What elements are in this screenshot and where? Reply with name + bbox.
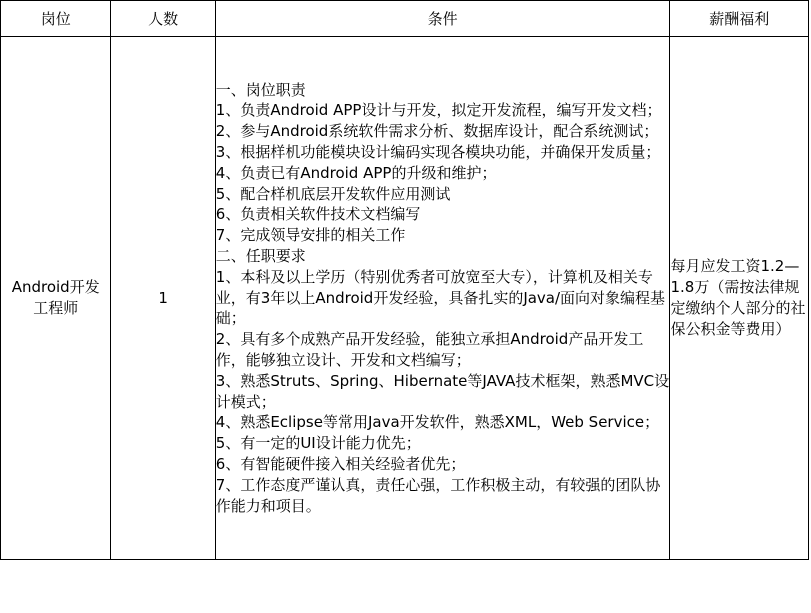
header-benefits: 薪酬福利	[670, 1, 809, 37]
position-cell	[1, 37, 111, 560]
table-row	[1, 37, 809, 560]
benefits-text: 每月应发工资1.2—1.8万（需按法律规定缴纳个人部分的社保公积金等费用）	[670, 257, 806, 338]
condition-line: 3、熟悉Struts、Spring、Hibernate等JAVA技术框架，熟悉MVC设计模式；	[215, 371, 670, 411]
condition-line: 5、配合样机底层开发软件应用测试	[215, 184, 451, 203]
condition-line: 1、负责Android APP设计与开发，拟定开发流程，编写开发文档；	[215, 101, 662, 120]
duties-heading: 一、岗位职责	[215, 80, 306, 99]
benefits-cell	[670, 37, 809, 560]
condition-line: 4、负责已有Android APP的升级和维护；	[215, 163, 497, 182]
condition-line: 5、有一定的UI设计能力优先；	[215, 434, 421, 453]
condition-line: 2、具有多个成熟产品开发经验，能独立承担Android产品开发工作，能够独立设计、开发和文档编写；	[215, 330, 644, 369]
conditions-cell	[215, 37, 670, 560]
condition-line: 4、熟悉Eclipse等常用Java开发软件，熟悉XML，Web Service；	[215, 413, 660, 432]
header-conditions: 条件	[215, 1, 670, 37]
count-cell	[111, 37, 215, 560]
requirements-heading: 二、任职要求	[215, 247, 306, 265]
condition-line: 2、参与Android系统软件需求分析、数据库设计，配合系统测试；	[215, 122, 659, 141]
header-position: 岗位	[1, 1, 111, 37]
table-header-row	[1, 1, 809, 37]
condition-line: 7、工作态度严谨认真，责任心强，工作积极主动，有较强的团队协作能力和项目。	[215, 475, 661, 515]
condition-line: 1、本科及以上学历（特别优秀者可放宽至大专），计算机及相关专业，有3年以上Android开发经验，具备扎实的Java/面向对象编程基础；	[215, 267, 666, 328]
condition-line: 3、根据样机功能模块设计编码实现各模块功能，并确保开发质量；	[215, 143, 661, 162]
condition-line: 6、负责相关软件技术文档编写	[215, 205, 421, 224]
condition-line: 6、有智能硬件接入相关经验者优先；	[215, 454, 466, 473]
header-count: 人数	[111, 1, 215, 37]
position-name: Android开发工程师	[11, 278, 100, 317]
condition-line: 7、完成领导安排的相关工作	[215, 226, 406, 245]
position-count: 1	[158, 288, 168, 307]
